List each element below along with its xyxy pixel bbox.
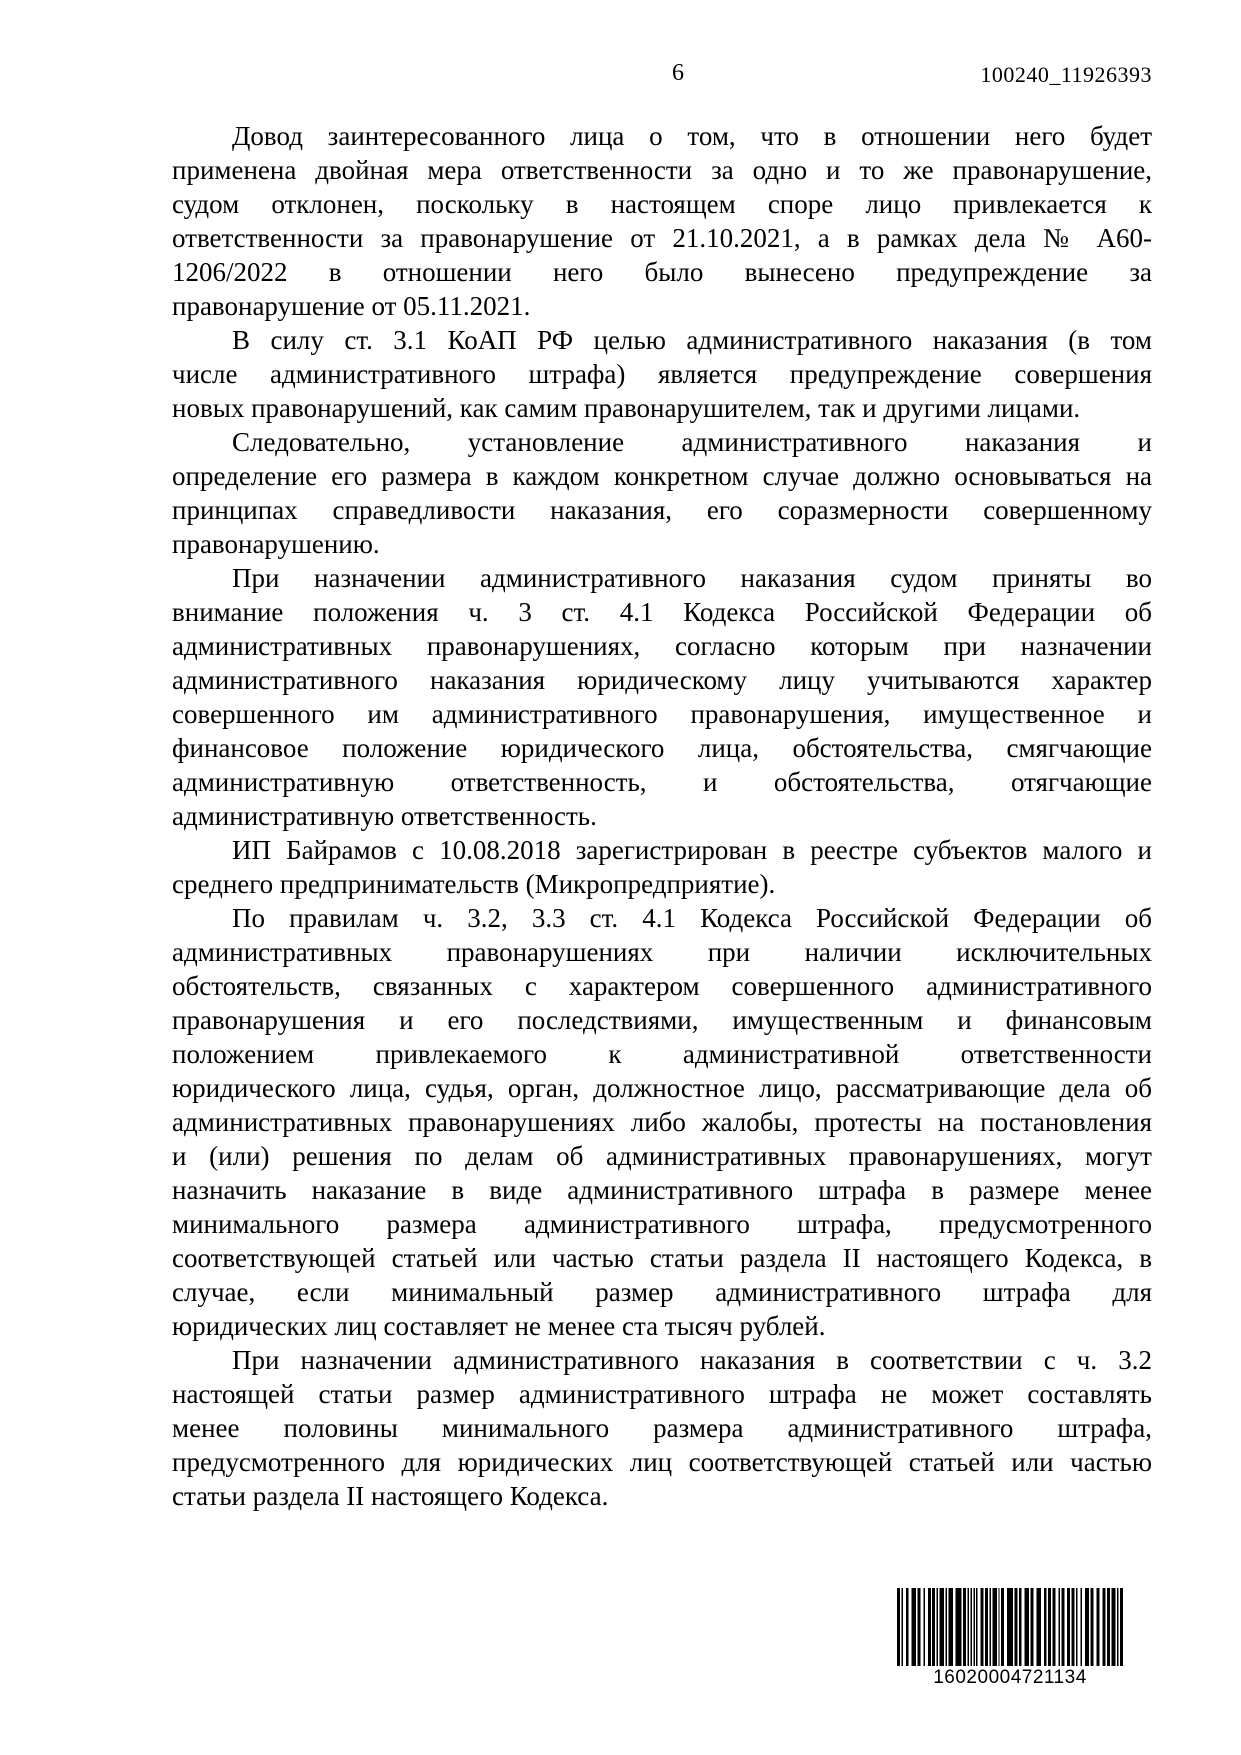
paragraph-line: административную ответственность, и обстоятельства, отягчающие: [172, 767, 1152, 797]
paragraph-line: статьи раздела II настоящего Кодекса.: [172, 1481, 609, 1511]
paragraph-line: минимального размера административного штрафа, предусмотренного: [172, 1209, 1152, 1239]
paragraph-line: финансовое положение юридического лица, обстоятельства, смягчающие: [172, 733, 1152, 763]
paragraph-line: случае, если минимальный размер административного штрафа для: [172, 1277, 1152, 1307]
paragraph-line: менее половины минимального размера административного штрафа,: [172, 1413, 1152, 1443]
paragraph-line: числе административного штрафа) является предупреждение совершения: [172, 359, 1152, 389]
paragraph-line: определение его размера в каждом конкретном случае должно основываться на: [172, 461, 1152, 491]
paragraph-line: положением привлекаемого к административной ответственности: [172, 1039, 1152, 1069]
paragraph-line: среднего предпринимательств (Микропредприятие).: [172, 869, 776, 899]
paragraph-line: назначить наказание в виде административного штрафа в размере менее: [172, 1175, 1152, 1205]
paragraph-line: административных правонарушениях при наличии исключительных: [172, 937, 1152, 967]
page-number: 6: [672, 60, 684, 86]
paragraph-line: юридического лица, судья, орган, должностное лицо, рассматривающие дела об: [172, 1073, 1152, 1103]
paragraph-line: юридических лиц составляет не менее ста тысяч рублей.: [172, 1311, 826, 1341]
paragraph-line: 1206/2022 в отношении него было вынесено предупреждение за: [172, 257, 1152, 287]
paragraph-line: внимание положения ч. 3 ст. 4.1 Кодекса Российской Федерации об: [172, 597, 1152, 627]
paragraph-line: принципах справедливости наказания, его соразмерности совершенному: [172, 495, 1152, 525]
paragraph-line: административных правонарушениях, согласно которым при назначении: [172, 631, 1152, 661]
paragraph-line: ответственности за правонарушение от 21.10.2021, а в рамках дела № А60-: [172, 223, 1152, 253]
paragraph-line: административную ответственность.: [172, 801, 597, 831]
paragraph-line: В силу ст. 3.1 КоАП РФ целью административного наказания (в том: [232, 325, 1152, 355]
paragraph-line: ИП Байрамов с 10.08.2018 зарегистрирован в реестре субъектов малого и: [232, 835, 1152, 865]
paragraph-line: предусмотренного для юридических лиц соответствующей статьей или частью: [172, 1447, 1152, 1477]
paragraph-line: Довод заинтересованного лица о том, что в отношении него будет: [232, 121, 1152, 151]
barcode-number: 16020004721134: [933, 1667, 1087, 1688]
paragraph-line: При назначении административного наказания судом приняты во: [232, 563, 1152, 593]
paragraph-line: Следовательно, установление административного наказания и: [232, 427, 1152, 457]
paragraph-line: При назначении административного наказания в соответствии с ч. 3.2: [232, 1345, 1152, 1375]
paragraph-line: правонарушения и его последствиями, имущественным и финансовым: [172, 1005, 1152, 1035]
paragraph-line: судом отклонен, поскольку в настоящем споре лицо привлекается к: [172, 189, 1152, 219]
paragraph-line: административных правонарушениях либо жалобы, протесты на постановления: [172, 1107, 1152, 1137]
paragraph-line: новых правонарушений, как самим правонарушителем, так и другими лицами.: [172, 393, 1081, 423]
paragraph-line: и (или) решения по делам об административных правонарушениях, могут: [172, 1141, 1152, 1171]
paragraph-line: административного наказания юридическому лицу учитываются характер: [172, 665, 1152, 695]
barcode-bars-icon: [897, 1588, 1123, 1666]
paragraph-line: настоящей статьи размер административного штрафа не может составлять: [172, 1379, 1152, 1409]
paragraph-line: соответствующей статьей или частью статьи раздела II настоящего Кодекса, в: [172, 1243, 1152, 1273]
document-id: 100240_11926393: [980, 62, 1152, 87]
paragraph-line: применена двойная мера ответственности за одно и то же правонарушение,: [172, 155, 1152, 185]
barcode: [897, 1588, 1123, 1689]
paragraph-line: правонарушение от 05.11.2021.: [172, 291, 531, 321]
paragraph-line: По правилам ч. 3.2, 3.3 ст. 4.1 Кодекса Российской Федерации об: [232, 903, 1152, 933]
document-body: [172, 119, 1152, 1513]
paragraph-line: совершенного им административного правонарушения, имущественное и: [172, 699, 1152, 729]
paragraph-line: правонарушению.: [172, 529, 380, 559]
paragraph-line: обстоятельств, связанных с характером совершенного административного: [172, 971, 1152, 1001]
